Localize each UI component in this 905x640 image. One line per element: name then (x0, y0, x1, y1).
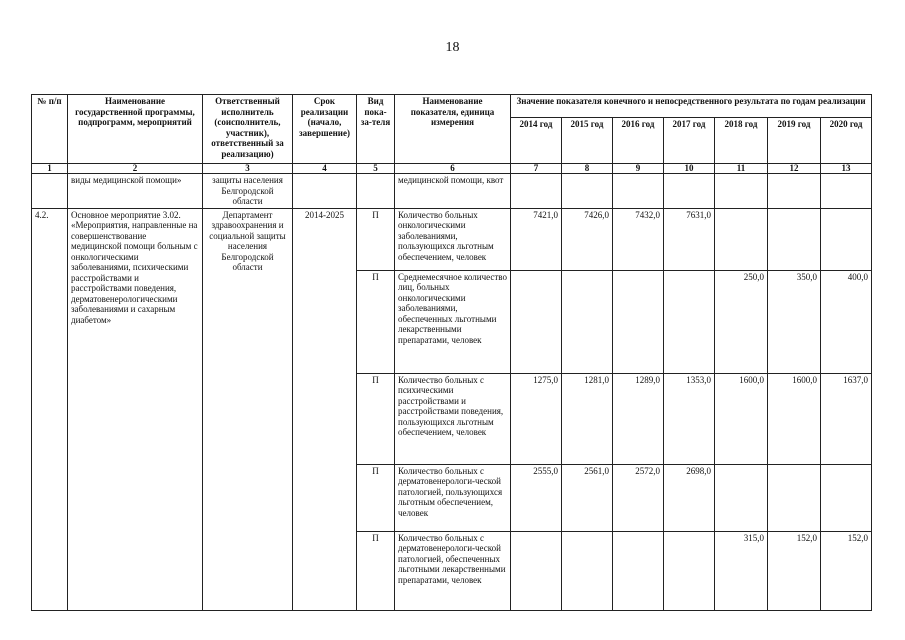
indicator-type: П (357, 208, 395, 270)
continuation-responsible: защиты населения Белгородской области (203, 174, 293, 209)
indicator-value (613, 270, 664, 373)
cell-empty (293, 174, 357, 209)
indicator-value: 400,0 (821, 270, 872, 373)
indicator-name: Количество больных онкологическими заболеваниями, пользующихся льготным обеспечением, человек (395, 208, 511, 270)
column-number: 12 (768, 164, 821, 174)
year-header: 2015 год (562, 118, 613, 164)
col-header-responsible: Ответственный исполнитель (соисполнитель, участник), ответственный за реализацию) (203, 95, 293, 164)
column-number: 9 (613, 164, 664, 174)
indicator-value (664, 531, 715, 610)
cell-empty (32, 174, 68, 209)
indicator-value (613, 531, 664, 610)
indicator-value: 7421,0 (511, 208, 562, 270)
indicator-value: 152,0 (768, 531, 821, 610)
indicator-type: П (357, 270, 395, 373)
indicator-value: 1289,0 (613, 373, 664, 464)
indicator-value: 250,0 (715, 270, 768, 373)
indicator-value: 2698,0 (664, 464, 715, 531)
indicator-value: 7426,0 (562, 208, 613, 270)
cell-empty (768, 174, 821, 209)
indicator-type: П (357, 373, 395, 464)
column-number: 11 (715, 164, 768, 174)
column-number-row (32, 164, 872, 174)
year-header: 2019 год (768, 118, 821, 164)
continuation-indicator: медицинской помощи, квот (395, 174, 511, 209)
indicator-value: 1600,0 (768, 373, 821, 464)
indicator-value: 1637,0 (821, 373, 872, 464)
cell-empty (664, 174, 715, 209)
year-header: 2018 год (715, 118, 768, 164)
indicator-type: П (357, 531, 395, 610)
year-header: 2016 год (613, 118, 664, 164)
header-row-1 (32, 95, 872, 118)
page-number: 18 (445, 40, 460, 55)
measure-responsible: Департамент здравоохранения и социальной защиты населения Белгородской области (203, 208, 293, 610)
column-number: 4 (293, 164, 357, 174)
indicator-value: 7432,0 (613, 208, 664, 270)
indicator-value (664, 270, 715, 373)
cell-empty (613, 174, 664, 209)
indicator-value: 315,0 (715, 531, 768, 610)
indicator-name: Количество больных с психическими расстройствами и расстройствами поведения, пользующихся льготным обеспечением, человек (395, 373, 511, 464)
column-number: 7 (511, 164, 562, 174)
indicator-value (562, 270, 613, 373)
measure-name: Основное мероприятие 3.02. «Мероприятия, направленные на совершенствование медицинской помощи больным с онкологическими заболеваниями, психическими расстройствами и расстройствами поведения, дерматовенерологическими заболеваниями и сахарным диабетом» (68, 208, 203, 610)
column-number: 3 (203, 164, 293, 174)
year-header: 2014 год (511, 118, 562, 164)
indicator-row (32, 208, 872, 270)
indicator-value (715, 208, 768, 270)
continuation-name: виды медицинской помощи» (68, 174, 203, 209)
indicator-value: 1275,0 (511, 373, 562, 464)
col-header-term: Срок реализации (начало, завершение) (293, 95, 357, 164)
cell-empty (715, 174, 768, 209)
indicator-name: Количество больных с дерматовенерологи-ческой патологией, пользующихся льготным обеспечением, человек (395, 464, 511, 531)
measure-number: 4.2. (32, 208, 68, 610)
indicators-table (31, 94, 872, 611)
column-number: 13 (821, 164, 872, 174)
indicator-value: 350,0 (768, 270, 821, 373)
indicator-value (821, 464, 872, 531)
indicator-type: П (357, 464, 395, 531)
column-number: 6 (395, 164, 511, 174)
indicator-value (821, 208, 872, 270)
cell-empty (357, 174, 395, 209)
indicator-value: 1353,0 (664, 373, 715, 464)
indicator-value: 2555,0 (511, 464, 562, 531)
year-header: 2020 год (821, 118, 872, 164)
indicator-value (562, 531, 613, 610)
indicator-value (715, 464, 768, 531)
indicator-value: 1281,0 (562, 373, 613, 464)
col-header-num: № п/п (32, 95, 68, 164)
indicator-value (768, 208, 821, 270)
cell-empty (562, 174, 613, 209)
cell-empty (821, 174, 872, 209)
year-header: 2017 год (664, 118, 715, 164)
indicator-value: 2572,0 (613, 464, 664, 531)
col-header-type: Вид пока-за-теля (357, 95, 395, 164)
continuation-row (32, 174, 872, 209)
indicator-name: Количество больных с дерматовенерологи-ческой патологией, обеспеченных льготными лекарственными препаратами, человек (395, 531, 511, 610)
column-number: 2 (68, 164, 203, 174)
col-header-indicator: Наименование показателя, единица измерения (395, 95, 511, 164)
column-number: 1 (32, 164, 68, 174)
column-number: 5 (357, 164, 395, 174)
column-number: 10 (664, 164, 715, 174)
indicator-name: Среднемесячное количество лиц, больных онкологическими заболеваниями, обеспеченных льготными лекарственными препаратами, человек (395, 270, 511, 373)
indicator-value (511, 531, 562, 610)
indicator-value: 2561,0 (562, 464, 613, 531)
measure-term: 2014-2025 (293, 208, 357, 610)
indicator-value: 1600,0 (715, 373, 768, 464)
indicator-value (511, 270, 562, 373)
col-header-values-group: Значение показателя конечного и непосредственного результата по годам реализации (511, 95, 872, 118)
col-header-name: Наименование государственной программы, подпрограмм, мероприятий (68, 95, 203, 164)
indicator-value (768, 464, 821, 531)
indicator-value: 152,0 (821, 531, 872, 610)
column-number: 8 (562, 164, 613, 174)
cell-empty (511, 174, 562, 209)
indicator-value: 7631,0 (664, 208, 715, 270)
